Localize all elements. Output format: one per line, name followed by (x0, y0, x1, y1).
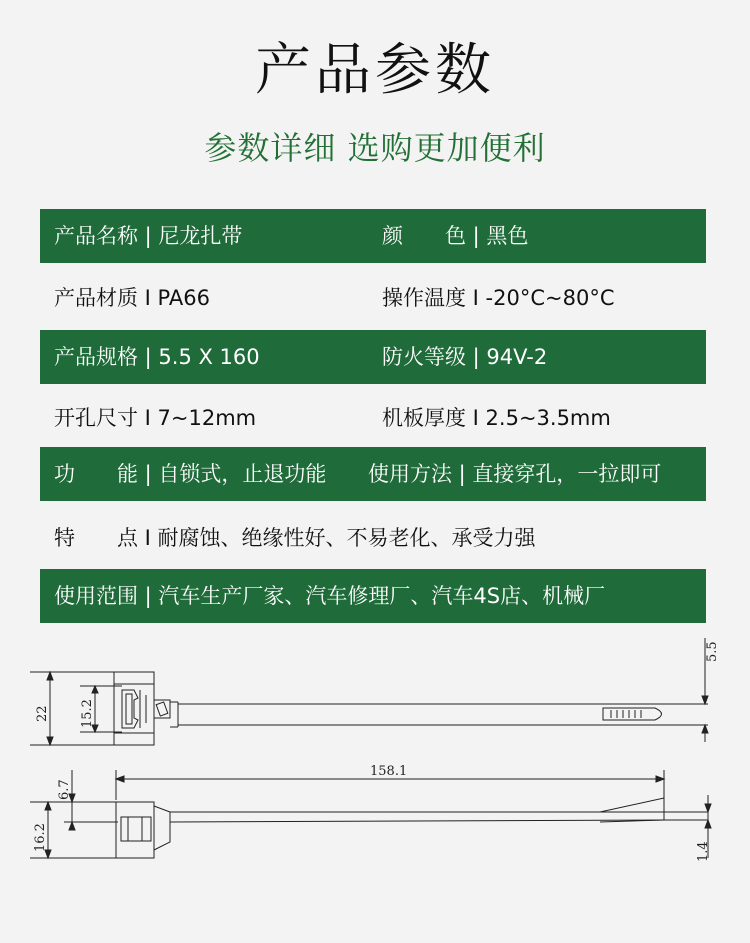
spec-features: 特 点 I 耐腐蚀、绝缘性好、不易老化、承受力强 (54, 526, 536, 550)
spec-row-function-usage (40, 447, 706, 501)
technical-drawing (0, 630, 750, 943)
top-view (30, 638, 708, 745)
dim-label-16-2: 16.2 (33, 823, 48, 852)
spec-row-features (40, 511, 706, 565)
dim-label-1-4: 1.4 (696, 841, 711, 862)
page-title: 产品参数 (255, 38, 495, 103)
dim-label-22: 22 (35, 705, 50, 722)
spec-row-material-temp (40, 271, 706, 325)
spec-color: 颜 色 | 黑色 (382, 224, 529, 248)
spec-size: 产品规格 | 5.5 X 160 (54, 345, 260, 369)
spec-temperature: 操作温度 I -20°C~80°C (382, 286, 615, 310)
dim-label-6-7: 6.7 (57, 779, 72, 800)
spec-board-thickness: 机板厚度 I 2.5~3.5mm (382, 406, 611, 430)
spec-function: 功 能 | 自锁式，止退功能 (54, 462, 327, 486)
page-subtitle: 参数详细 选购更加便利 (204, 129, 546, 167)
dim-label-15-2: 15.2 (80, 699, 95, 728)
spec-row-scope (40, 569, 706, 623)
spec-product-name: 产品名称 | 尼龙扎带 (54, 224, 243, 248)
spec-scope: 使用范围 | 汽车生产厂家、汽车修理厂、汽车4S店、机械厂 (54, 584, 606, 608)
spec-row-size-fire (40, 330, 706, 384)
spec-fire-rating: 防火等级 | 94V-2 (382, 345, 548, 369)
spec-row-hole-board (40, 391, 706, 445)
side-view (30, 770, 711, 858)
spec-hole-size: 开孔尺寸 I 7~12mm (54, 406, 257, 430)
spec-usage: 使用方法 | 直接穿孔，一拉即可 (368, 462, 662, 486)
dim-label-158-1: 158.1 (370, 764, 408, 779)
dim-label-5-5: 5.5 (705, 641, 720, 662)
spec-material: 产品材质 I PA66 (54, 286, 210, 310)
spec-row-name-color (40, 209, 706, 263)
